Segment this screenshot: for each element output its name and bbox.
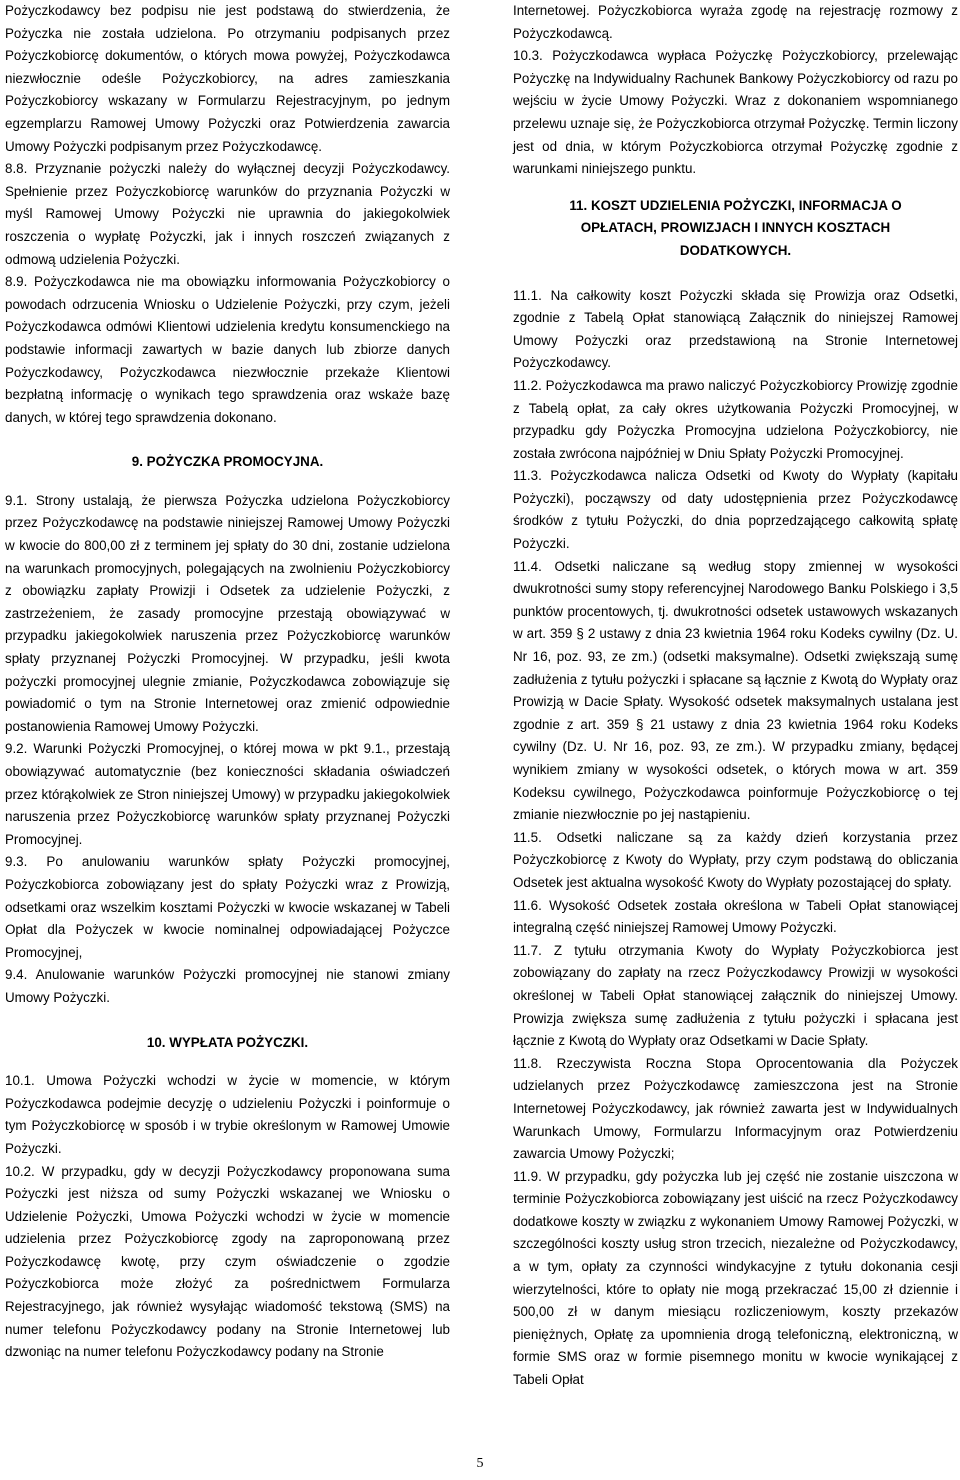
paragraph-10-3: 10.3. Pożyczkodawca wypłaca Pożyczkę Pożyczkobiorcy, przelewając Pożyczkę na Indywidualny Rachunek Bankowy Pożyczkobiorcy od razu po wejściu w życie Umowy Pożyczki. Wraz z dokonaniem wspomnianego przelewu uznaje się, że Pożyczkobiorca otrzymał Pożyczkę. Termin liczony jest od dnia, w którym Pożyczkobiorca otrzymał Pożyczkę zgodnie z warunkami niniejszego punktu.	[513, 48, 958, 177]
paragraph-9-3: 9.3. Po anulowaniu warunków spłaty Pożyczki promocyjnej, Pożyczkobiorca zobowiązany jest do spłaty Pożyczki wraz z Prowizją, odsetkami oraz wszelkim kosztami Pożyczki w kwocie wskazanej w Tabeli Opłat dla Pożyczek w kwocie nominalnej odpowiadającej Pożyczce Promocyjnej,	[5, 854, 450, 960]
paragraph-11-7: 11.7. Z tytułu otrzymania Kwoty do Wypłaty Pożyczkobiorca jest zobowiązany do zapłaty na rzecz Pożyczkodawcy Prowizji w wysokości określonej w Tabeli Opłat stanowiącej załącznik do niniejszej Umowy. Prowizja zwiększa sumę zadłużenia z tytułu pożyczki i spłacana jest łącznie z Kwotą do Wypłaty oraz Odsetkami w Dacie Spłaty.	[513, 942, 958, 1049]
paragraph-10-2: 10.2. W przypadku, gdy w decyzji Pożyczkodawcy proponowana suma Pożyczki jest niższa od sumy Pożyczki wskazanej we Wniosku o Udzielenie Pożyczki, Umowa Pożyczki wchodzi w życie w momencie udzielenia przez Pożyczkobiorcę zgody na zaproponowaną przez Pożyczkodawcę kwotę, przy czym oświadczenie o zgodzie Pożyczkobiorca może złożyć za pośrednictwem Formularza Rejestracyjnego, jak również wysyłając wiadomość tekstową (SMS) na numer telefonu Pożyczkodawcy podany na Stronie Internetowej lub dzwoniąc na numer telefonu Pożyczkodawcy podany na Stronie	[5, 1163, 450, 1360]
section-9-title: 9. POŻYCZKA PROMOCYJNA.	[131, 454, 324, 470]
paragraph-8-9: 8.9. Pożyczkodawca nie ma obowiązku informowania Pożyczkobiorcy o powodach odrzucenia Wniosku o Udzielenie Pożyczki, przy czym, jeżeli Pożyczkodawca odmówi Klientowi udzielenia kredytu konsumenckiego na podstawie informacji zawartych w bazie danych lub zbiorze danych Pożyczkodawcy, Pożyczkodawca niezwłocznie przekaże Klientowi bezpłatną informację o wynikach tego sprawdzenia oraz wskaże bazę danych, w której tego sprawdzenia dokonano.	[5, 274, 450, 425]
paragraph-11-9: 11.9. W przypadku, gdy pożyczka lub jej część nie zostanie uiszczona w terminie Pożyczkobiorca zobowiązany jest uiścić na rzecz Pożyczkodawcy dodatkowe koszty w związku z wykonaniem Umowy Ramowej Pożyczki, w szczególności koszty usług stron trzecich, niezależne od Pożyczkodawcy, a w tym, opłaty za czynności windykacyjne z tytułu dokonania cesji wierzytelności, które to opłaty nie mogą przekraczać 15,00 zł dziennie i 500,00 zł w danym miesiącu rozliczeniowym, koszty przekazów pieniężnych, Opłatę za upomnienia drogą telefoniczną, elektroniczną, w formie SMS oraz w formie pisemnego monitu w kwocie wynikającej z Tabeli Opłat	[513, 1168, 958, 1388]
page-number: 5	[476, 1456, 484, 1471]
paragraph-11-6: 11.6. Wysokość Odsetek została określona w Tabeli Opłat stanowiącej integralną część niniejszej Ramowej Umowy Pożyczki.	[513, 897, 958, 936]
paragraph-11-1: 11.1. Na całkowity koszt Pożyczki składa się Prowizja oraz Odsetki, zgodnie z Tabelą Opłat stanowiącą Załącznik do niniejszej Ramowej Umowy Pożyczki oraz przedstawioną na Stronie Internetowej Pożyczkodawcy.	[513, 287, 958, 371]
paragraph-11-2: 11.2. Pożyczkodawca ma prawo naliczyć Pożyczkobiorcy Prowizję zgodnie z Tabelą opłat, za cały okres użytkowania Pożyczki Promocyjnej, w przypadku gdy Pożyczka Promocyjna udzielona Pożyczkobiorcy, nie została zwrócona najpóźniej w Dniu Spłaty Pożyczki Promocyjnej.	[513, 377, 958, 461]
right-column	[513, 0, 958, 1392]
paragraph-11-8: 11.8. Rzeczywista Roczna Stopa Oprocentowania dla Pożyczek udzielanych przez Pożyczkodawcę zamieszczona jest na Stronie Internetowej Pożyczkodawcy, jak również zawarta jest w Indywidualnych Warunkach Umowy, Formularzu Informacyjnym oraz Potwierdzeniu zawarcia Umowy Pożyczki;	[513, 1055, 958, 1162]
section-10-title: 10. WYPŁATA POŻYCZKI.	[146, 1034, 309, 1050]
left-column	[5, 0, 450, 1364]
paragraph-continuation-right: Internetowej. Pożyczkobiorca wyraża zgodę na rejestrację rozmowy z Pożyczkodawcą.	[513, 3, 958, 41]
paragraph-9-2: 9.2. Warunki Pożyczki Promocyjnej, o której mowa w pkt 9.1., przestają obowiązywać automatycznie (bez konieczności składania oświadczeń przez którąkolwiek ze Stron niniejszej Umowy) w przypadku jakiegokolwiek naruszenia przez Pożyczkobiorcę warunków spłaty przyznanej Pożyczki Promocyjnej.	[5, 741, 450, 847]
paragraph-8-8: 8.8. Przyznanie pożyczki należy do wyłącznej decyzji Pożyczkodawcy. Spełnienie przez Pożyczkobiorcę warunków do przyznania Pożyczki w myśl Ramowej Umowy Pożyczki nie uprawnia do jakiegokolwiek roszczenia o wypłatę Pożyczki, jak i innych roszczeń związanych z odmową udzielenia Pożyczki.	[5, 161, 450, 267]
paragraph-10-1: 10.1. Umowa Pożyczki wchodzi w życie w momencie, w którym Pożyczkodawca podejmie decyzję o udzieleniu Pożyczki i poinformuje o tym Pożyczkobiorcę w sposób i w trybie określonym w Ramowej Umowie Pożyczki.	[5, 1073, 450, 1156]
section-11-title: 11. KOSZT UDZIELENIA POŻYCZKI, INFORMACJA O OPŁATACH, PROWIZJACH I INNYCH KOSZTACH DODATKOWYCH.	[569, 197, 902, 258]
paragraph-continuation: Pożyczkodawcy bez podpisu nie jest podstawą do stwierdzenia, że Pożyczka nie została udzielona. Po otrzymaniu podpisanych przez Pożyczkobiorcę dokumentów, o których mowa powyżej, Pożyczkodawca niezwłocznie odeśle Pożyczkobiorcy, na adres zamieszkania Pożyczkobiorcy wskazany w Formularzu Rejestracyjnym, po jednym egzemplarzu Ramowej Umowy Pożyczki oraz Potwierdzenia zawarcia Umowy Pożyczki podpisanym przez Pożyczkodawcę.	[5, 3, 450, 154]
paragraph-11-5: 11.5. Odsetki naliczane są za każdy dzień korzystania przez Pożyczkobiorcę z Kwoty do Wypłaty, przy czym podstawą do obliczania Odsetek jest aktualna wysokość Kwoty do Wypłaty pozostającej do spłaty.	[513, 829, 958, 890]
paragraph-9-4: 9.4. Anulowanie warunków Pożyczki promocyjnej nie stanowi zmiany Umowy Pożyczki.	[5, 967, 450, 1005]
paragraph-11-4: 11.4. Odsetki naliczane są według stopy zmiennej w wysokości dwukrotności sumy stopy referencyjnej Narodowego Banku Polskiego i 3,5 punktów procentowych, tj. dwukrotności odsetek ustawowych wskazanych w art. 359 § 2 ustawy z dnia 23 kwietnia 1964 roku Kodeks cywilny (Dz. U. Nr 16, poz. 93, ze zm.) (odsetki maksymalne). Odsetki zwiększają sumę zadłużenia z tytułu pożyczki i spłacane są łącznie z Kwotą do Wypłaty oraz Prowizją w Dacie Spłaty. Wysokość odsetek maksymalnych ustalana jest zgodnie z art. 359 § 21 ustawy z dnia 23 kwietnia 1964 roku Kodeks cywilny (Dz. U. Nr 16, poz. 93, ze zm.). W przypadku zmiany, będącej wynikiem zmiany w wysokości odsetek, o których mowa w art. 359 Kodeksu cywilnego, Pożyczkodawca poinformuje Pożyczkobiorcę o tej zmianie niezwłocznie po jej nastąpieniu.	[513, 558, 958, 823]
paragraph-11-3: 11.3. Pożyczkodawca nalicza Odsetki od Kwoty do Wypłaty (kapitału Pożyczki), począwszy od daty udostępnienia przez Pożyczkodawcę środków z tytułu Pożyczki, do dnia poprzedzającego całkowitą spłatę Pożyczki.	[513, 468, 958, 552]
paragraph-9-1: 9.1. Strony ustalają, że pierwsza Pożyczka udzielona Pożyczkobiorcy przez Pożyczkodawcę na podstawie niniejszej Ramowej Umowy Pożyczki w kwocie do 800,00 zł z terminem jej spłaty do 30 dni, zostanie udzielona na warunkach promocyjnych, polegających na zwolnieniu Pożyczkobiorcy z obowiązku zapłaty Prowizji i Odsetek za udzielenie Pożyczki, z zastrzeżeniem, że zasady promocyjne przestają obowiązywać w przypadku jakiegokolwiek naruszenia przez Pożyczkobiorcę warunków spłaty przyznanej Pożyczki Promocyjnej. W przypadku, jeśli kwota pożyczki promocyjnej ulegnie zmianie, Pożyczkodawca zobowiązuje się powiadomić o tym na Stronie Internetowej oraz zmienić odpowiednie postanowienia Ramowej Umowy Pożyczki.	[5, 492, 450, 734]
